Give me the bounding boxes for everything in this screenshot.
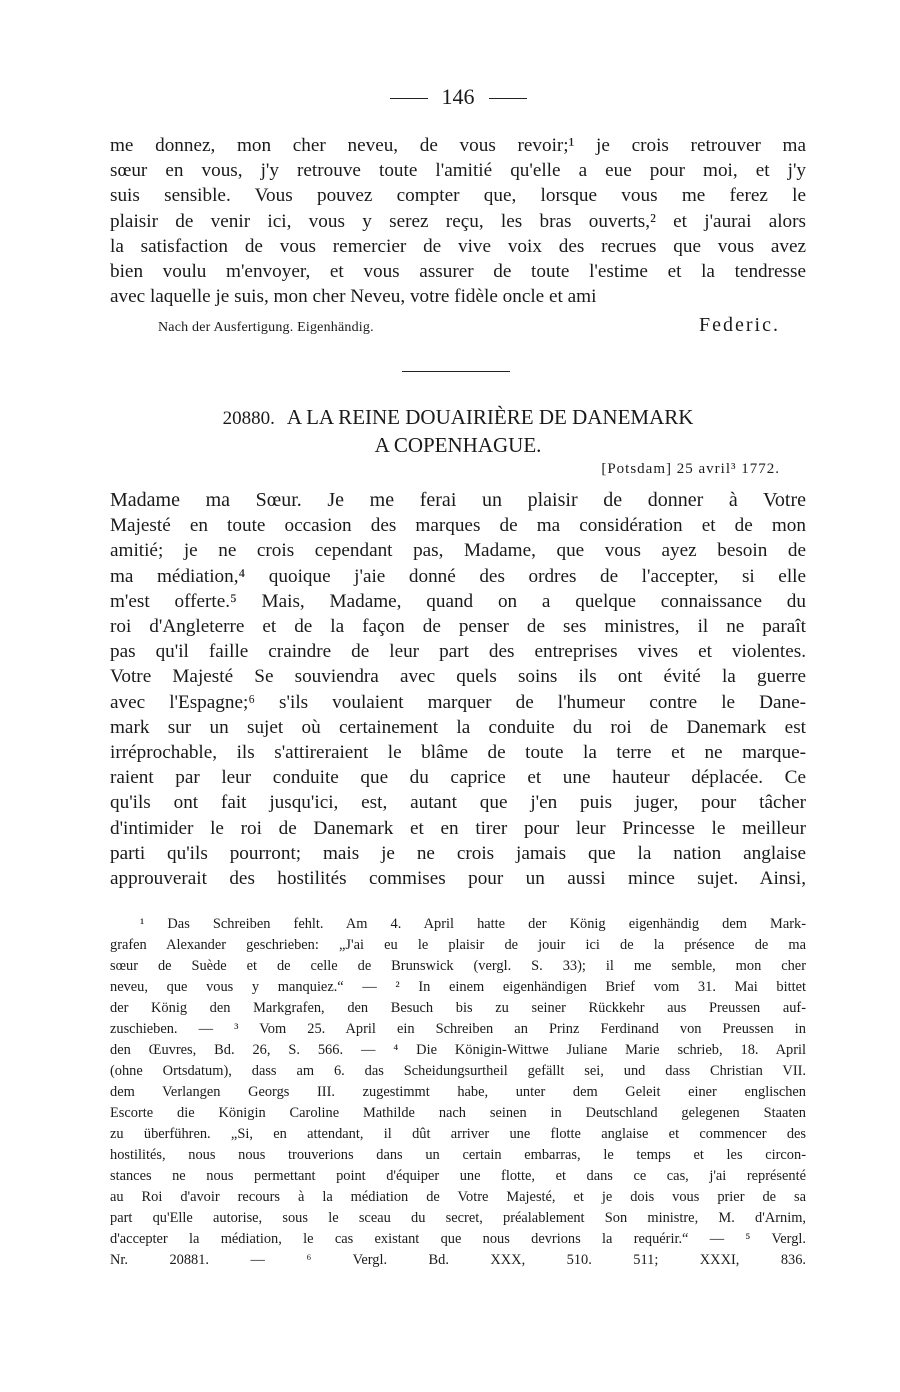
text-line: mark sur un sujet où certainement la conduite du roi de Danemark est [110,716,806,738]
text-line: amitié; je ne crois cependant pas, Madame, que vous ayez besoin de [110,540,806,562]
text-line: qu'ils ont fait jusqu'ici, est, autant que j'en puis juger, pour tâcher [110,792,806,814]
page-header [110,84,806,110]
footnote-line: neveu, que vous y manquiez.“ — ² In einem eigenhändigen Brief vom 31. Mai bittet [110,979,806,995]
letter-recipient: A LA REINE DOUAIRIÈRE DE DANEMARK [286,405,694,429]
footnote-line: dem Verlangen Georgs III. zugestimmt habe, unter dem Geleit einer englischen [110,1084,806,1100]
text-line: pas qu'il faille craindre de leur part des entreprises vives et violentes. [110,641,806,663]
text-line: m'est offerte.⁵ Mais, Madame, quand on a quelque connaissance du [110,590,806,612]
letter-place: A COPENHAGUE. [374,433,542,457]
text-line: approuverait des hostilités commises pour un aussi mince sujet. Ainsi, [110,868,806,890]
dateline: [Potsdam] 25 avril³ 1772. [601,461,780,477]
text-line: ma médiation,⁴ quoique j'aie donné des ordres de l'accepter, si elle [110,565,806,587]
footnote-line: d'accepter la médiation, le cas existant que nous devrions la requérir.“ — ⁵ Vergl. [110,1231,806,1247]
text-line: Majesté en toute occasion des marques de ma considération et de mon [110,515,806,537]
text-line: avec l'Espagne;⁶ s'ils voulaient marquer de l'humeur contre le Dane- [110,691,806,713]
letter-heading [110,404,806,458]
text-line: bien voulu m'envoyer, et vous assurer de toute l'estime et la tendresse [110,261,806,283]
previous-letter-ending [110,133,806,309]
footnote-line: Nr. 20881. — ⁶ Vergl. Bd. XXX, 510. 511; XXXI, 836. [110,1252,806,1268]
footnote-line: ¹ Das Schreiben fehlt. Am 4. April hatte der König eigenhändig dem Mark- [140,916,806,932]
footnote-line: der König den Markgrafen, den Besuch bis zu seiner Rückkehr aus Preussen auf- [110,1000,806,1016]
footnote-line: zu überführen. „Si, en attendant, il dût arriver une flotte anglaise et commencer des [110,1126,806,1142]
footnote-line: stances ne nous permettant point d'équiper une flotte, et dans ce cas, j'ai représenté [110,1168,806,1184]
text-line: roi d'Angleterre et de la façon de penser de ses ministres, il ne paraît [110,616,806,638]
signature-row [110,314,806,340]
source-note: Nach der Ausfertigung. Eigenhändig. [158,320,374,335]
text-line: parti qu'ils pourront; mais je ne crois jamais que la nation anglaise [110,842,806,864]
text-line: irréprochable, ils s'attireraient le blâme de toute la terre et ne marque- [110,742,806,764]
text-line: avec laquelle je suis, mon cher Neveu, votre fidèle oncle et ami [110,286,597,308]
footnote-line: sœur de Suède et de celle de Brunswick (vergl. S. 33); il me semble, mon cher [110,958,806,974]
footnote-line: au Roi d'avoir recours à la médiation de Votre Majesté, et je dois vous prier de sa [110,1189,806,1205]
footnote-line: zuschieben. — ³ Vom 25. April ein Schreiben an Prinz Ferdinand von Preussen in [110,1021,806,1037]
letter-body [110,488,806,891]
text-line: la satisfaction de vous remercier de vive voix des recrues que vous avez [110,235,806,257]
text-line: me donnez, mon cher neveu, de vous revoir;¹ je crois retrouver ma [110,135,806,156]
text-line: Votre Majesté Se souviendra avec quels soins ils ont évité la guerre [110,666,806,688]
text-line: raient par leur conduite que du caprice et une hauteur déplacée. Ce [110,767,806,789]
text-line: d'intimider le roi de Danemark et en tirer pour leur Princesse le meilleur [110,817,806,839]
header-rule-left [390,98,428,99]
footnotes [110,914,806,1271]
footnote-line: den Œuvres, Bd. 26, S. 566. — ⁴ Die Königin-Wittwe Juliane Marie schrieb, 18. April [110,1042,806,1058]
footnote-line: part qu'Elle autorise, sous le sceau du secret, préalablement Son ministre, M. d'Arnim, [110,1210,806,1226]
footnote-line: grafen Alexander geschrieben: „J'ai eu le plaisir de jouir ici de la présence de ma [110,937,806,953]
letter-number: 20880. [222,408,275,429]
section-divider [402,371,510,372]
text-line: plaisir de venir ici, vous y serez reçu, les bras ouverts,² et j'aurai alors [110,210,806,232]
header-rule-right [489,98,527,99]
signature-name: Federic. [699,314,780,336]
footnote-line: hostilités, nous nous trouverions dans un certain embarras, le temps et les circon- [110,1147,806,1163]
footnote-line: (ohne Ortsdatum), dass am 6. das Scheidungsurtheil gefällt sei, und dass Christian VII. [110,1063,806,1079]
footnote-line: Escorte die Königin Caroline Mathilde nach seinen in Deutschland gelegenen Staaten [110,1105,806,1121]
text-line: suis sensible. Vous pouvez compter que, lorsque vous me ferez le [110,185,806,207]
page-number: 146 [441,84,475,109]
text-line: Madame ma Sœur. Je me ferai un plaisir de donner à Votre [110,489,806,511]
text-line: sœur en vous, j'y retrouve toute l'amitié qu'elle a eue pour moi, et j'y [110,160,806,182]
